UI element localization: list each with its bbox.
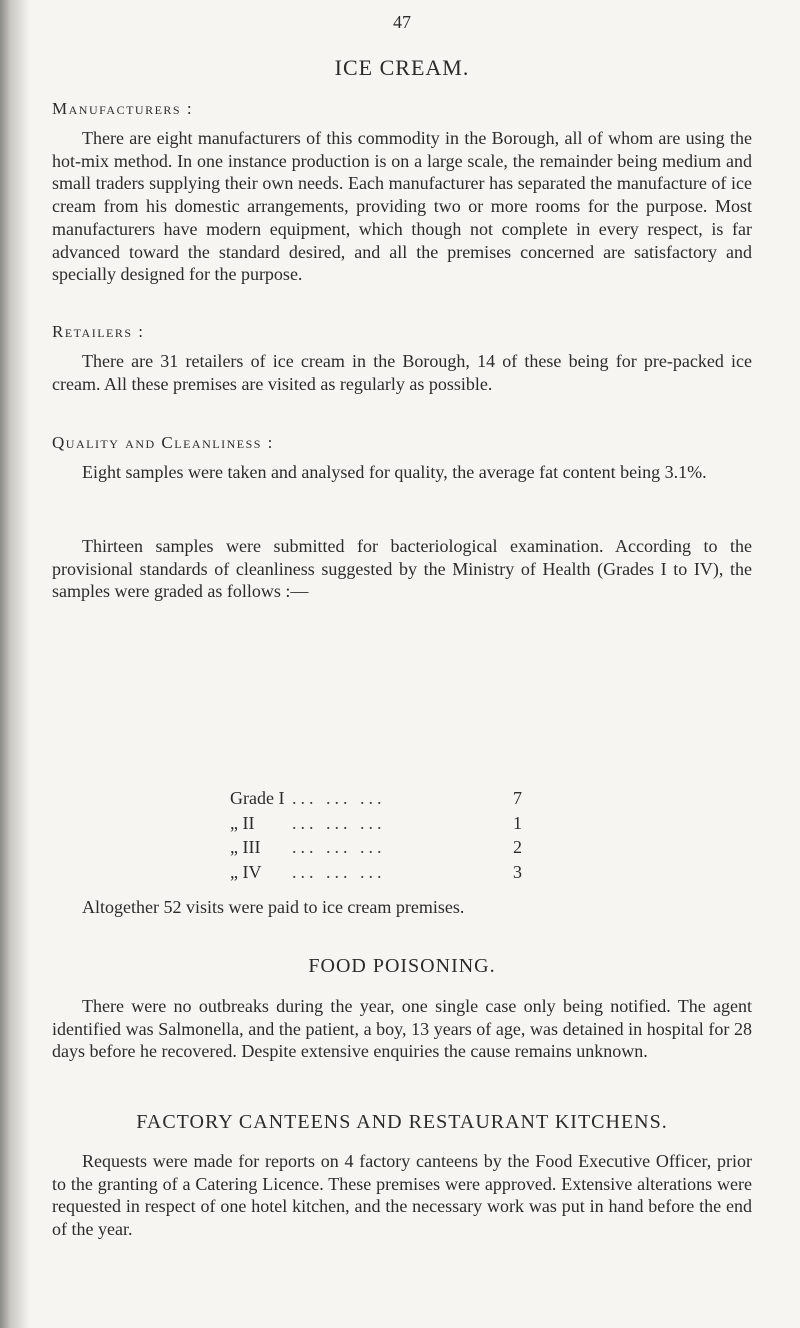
leader-dots: ... ... ... — [292, 861, 386, 882]
grade-row — [230, 786, 522, 811]
grade-label: „ IV — [230, 861, 262, 882]
food-poisoning-paragraph: There were no outbreaks during the year, one single case only being notified. The agent identified was Salmonella, and the patient, a boy, 13 years of age, was detained in hospital for 28 days before he recovered. Despite extensive enquiries the cause remains unknown. — [52, 996, 752, 1062]
retailers-paragraph: There are 31 retailers of ice cream in the Borough, 14 of these being for pre-packed ice cream. All these premises are visited as regularly as possible. — [52, 351, 752, 394]
retailers-heading: Retailers : — [52, 322, 145, 341]
grade-label: „ II — [230, 812, 255, 833]
grade-count: 7 — [513, 788, 522, 808]
grade-table — [230, 786, 522, 884]
grade-label: „ III — [230, 837, 261, 857]
grade-row — [230, 811, 522, 836]
quality-heading: Quality and Cleanliness : — [52, 433, 274, 452]
leader-dots: ... ... ... — [292, 812, 386, 833]
grade-count: 2 — [513, 837, 522, 857]
quality-paragraph-bacteriological: Thirteen samples were submitted for bacteriological examination. According to the provisional standards of cleanliness suggested by the Ministry of Health (Grades I to IV), the samples were graded as follows :— — [52, 536, 752, 602]
visits-summary: Altogether 52 visits were paid to ice cream premises. — [82, 897, 465, 917]
canteens-paragraph: Requests were made for reports on 4 factory canteens by the Food Executive Officer, prior to the granting of a Catering Licence. These premises were approved. Extensive alterations were requested in respect of one hotel kitchen, and the necessary work was put in hand before the end of the year. — [52, 1151, 752, 1240]
grade-count: 1 — [513, 812, 522, 833]
grade-count: 3 — [513, 861, 522, 882]
manufacturers-heading: Manufacturers : — [52, 99, 194, 118]
quality-paragraph-fat: Eight samples were taken and analysed for quality, the average fat content being 3.1%. — [82, 462, 707, 482]
canteens-title: FACTORY CANTEENS AND RESTAURANT KITCHENS. — [136, 1111, 668, 1133]
manufacturers-paragraph: There are eight manufacturers of this commodity in the Borough, all of whom are using the hot-mix method. In one instance production is on a large scale, the remainder being medium and small traders supplying their own needs. Each manufacturer has separated the manufacture of ice cream from his domestic arrangements, providing two or more rooms for the purpose. Most manufacturers have modern equipment, which though not complete in every respect, is far advanced toward the standard desired, and all the premises concerned are satisfactory and specially designed for the purpose. — [52, 128, 752, 285]
food-poisoning-title: FOOD POISONING. — [308, 955, 496, 977]
grade-label: Grade I — [230, 788, 285, 808]
grade-row — [230, 860, 522, 885]
leader-dots: ... ... ... — [292, 788, 386, 808]
page-number: 47 — [393, 12, 411, 32]
ice-cream-title: ICE CREAM. — [334, 55, 470, 80]
page-edge-shadow — [0, 0, 30, 1328]
grade-row — [230, 835, 522, 860]
leader-dots: ... ... ... — [292, 837, 386, 857]
